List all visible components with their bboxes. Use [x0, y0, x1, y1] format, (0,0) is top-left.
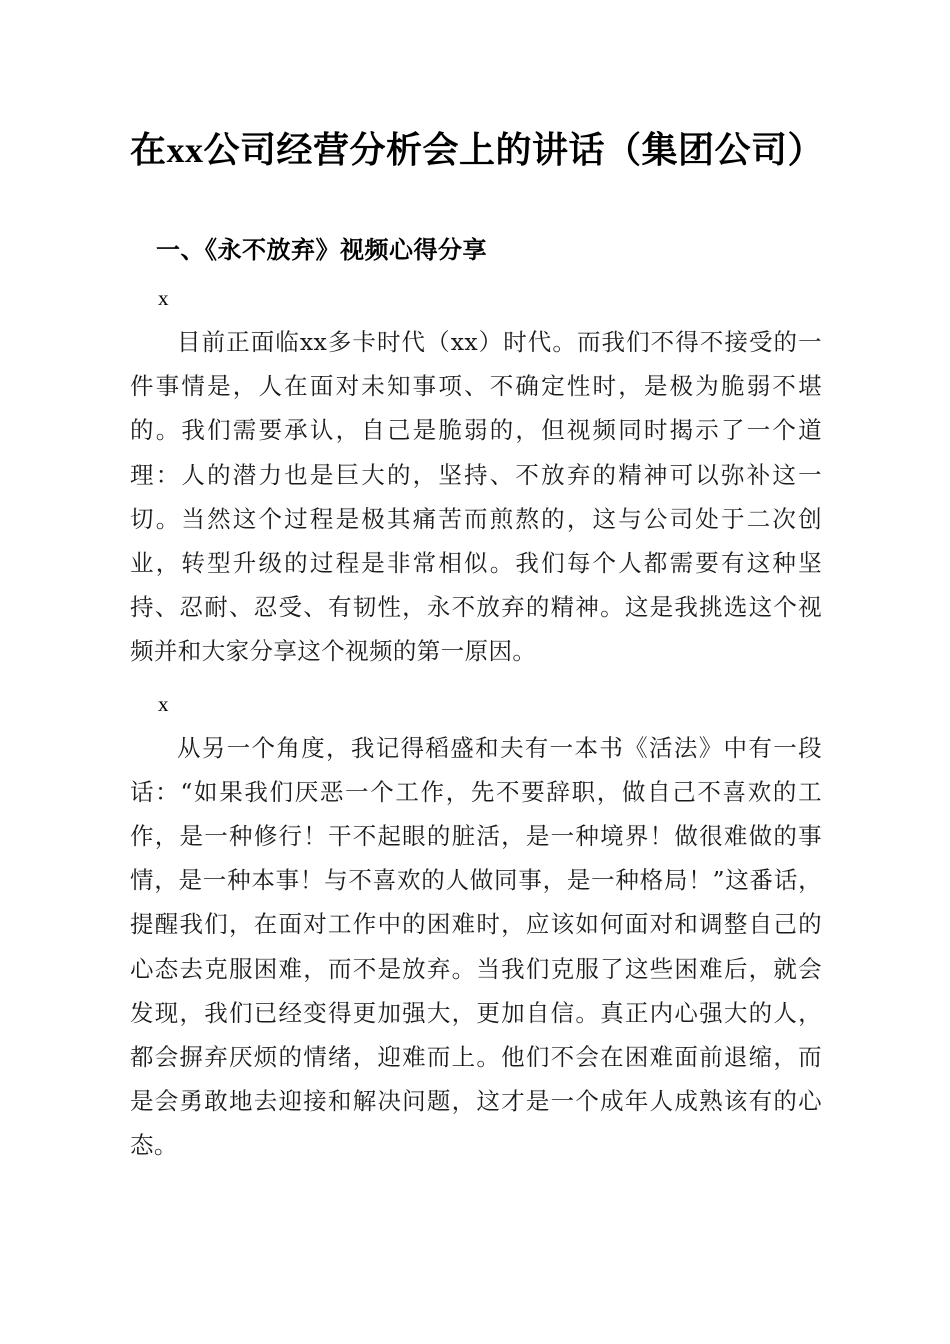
marker-line-1: x [158, 286, 169, 310]
marker-line-2: x [158, 691, 169, 716]
document-content [130, 0, 825, 1168]
page-title: 在xx公司经营分析会上的讲话（集团公司） [130, 130, 825, 170]
paragraph-2: 从另一个角度，我记得稻盛和夫有一本书《活法》中有一段话：“如果我们厌恶一个工作，先不要辞职，做自己不喜欢的工作，是一种修行！干不起眼的脏活，是一种境界！做很难做的事情，是一种本事！与不喜欢的人做同事，是一种格局！”这番话，提醒我们，在面对工作中的困难时，应该如何面对和调整自己的心态去克服困难，而不是放弃。当我们克服了这些困难后，就会发现，我们已经变得更加强大，更加自信。真正内心强大的人，都会摒弃厌烦的情绪，迎难而上。他们不会在困难面前退缩，而是会勇敢地去迎接和解决问题，这才是一个成年人成熟该有的心态。 [130, 733, 822, 1160]
section-heading-1: 一、《永不放弃》视频心得分享 [156, 237, 487, 264]
paragraph-1: 目前正面临xx多卡时代（xx）时代。而我们不得不接受的一件事情是，人在面对未知事项、不确定性时，是极为脆弱不堪的。我们需要承认，自己是脆弱的，但视频同时揭示了一个道理：人的潜力也是巨大的，坚持、不放弃的精神可以弥补这一切。当然这个过程是极其痛苦而煎熬的，这与公司处于二次创业，转型升级的过程是非常相似。我们每个人都需要有这种坚持、忍耐、忍受、有韧性，永不放弃的精神。这是我挑选这个视频并和大家分享这个视频的第一原因。 [130, 328, 822, 666]
